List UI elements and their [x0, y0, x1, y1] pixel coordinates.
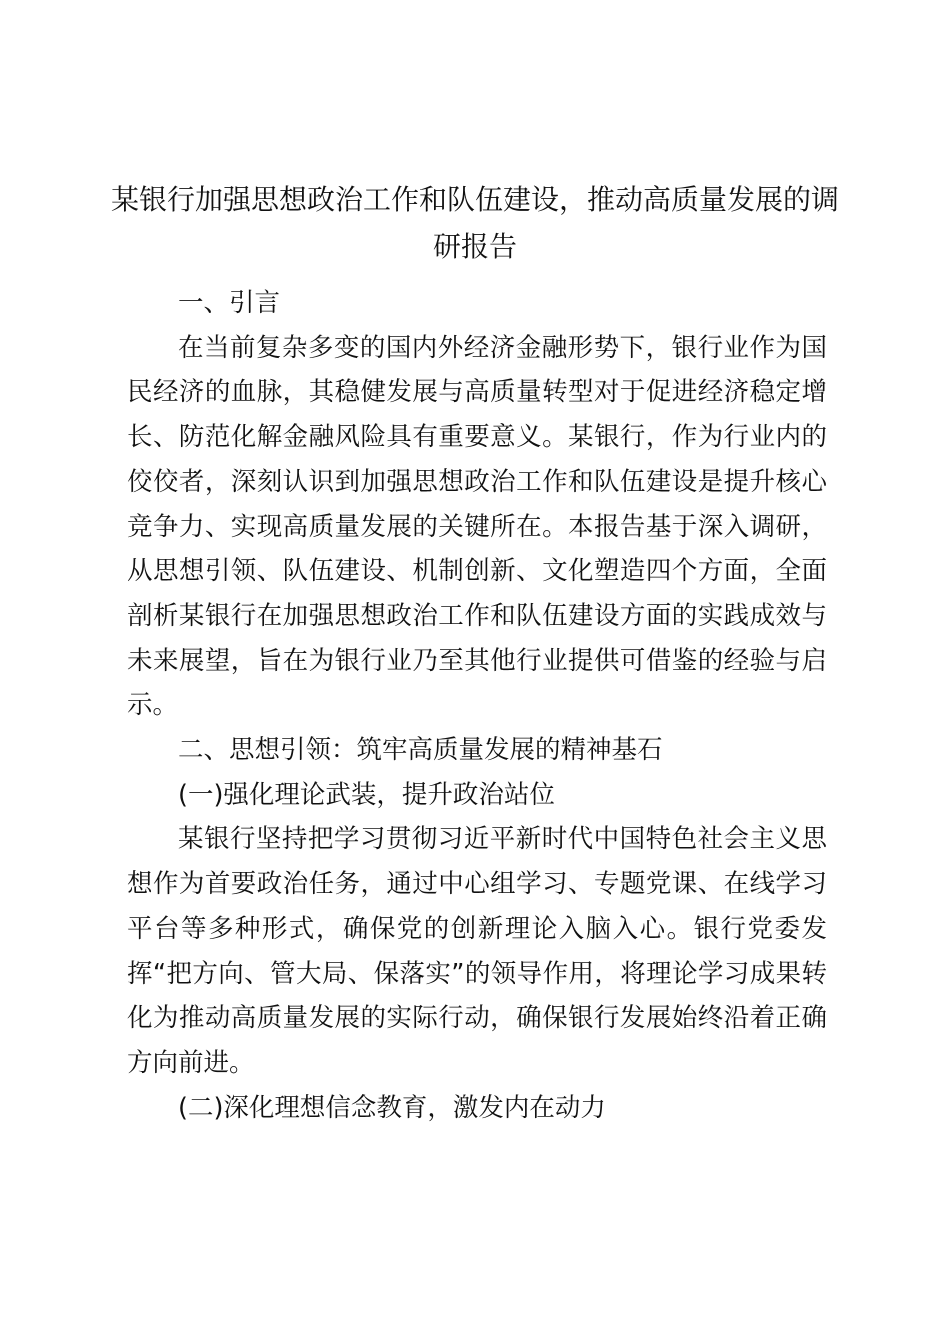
paragraph-introduction: 在当前复杂多变的国内外经济金融形势下，银行业作为国民经济的血脉，其稳健发展与高质量转型对于促进经济稳定增长、防范化解金融风险具有重要意义。某银行，作为行业内的佼佼者，深刻认识到加强思想政治工作和队伍建设是提升核心竞争力、实现高质量发展的关键所在。本报告基于深入调研，从思想引领、队伍建设、机制创新、文化塑造四个方面，全面剖析某银行在加强思想政治工作和队伍建设方面的实践成效与未来展望，旨在为银行业乃至其他行业提供可借鉴的经验与启示。	[127, 332, 827, 721]
subsection-heading-ideals: (二)深化理想信念教育，激发内在动力	[178, 1092, 606, 1123]
subsection-heading-theory: (一)强化理论武装，提升政治站位	[178, 779, 555, 810]
section-heading-introduction: 一、引言	[178, 288, 281, 318]
section-heading-ideological-guidance: 二、思想引领：筑牢高质量发展的精神基石	[178, 735, 663, 766]
document-title: 某银行加强思想政治工作和队伍建设，推动高质量发展的调研报告	[110, 183, 839, 263]
paragraph-theory: 某银行坚持把学习贯彻习近平新时代中国特色社会主义思想作为首要政治任务，通过中心组学习、专题党课、在线学习平台等多种形式，确保党的创新理论入脑入心。银行党委发挥“把方向、管大局、保落实”的领导作用，将理论学习成果转化为推动高质量发展的实际行动，确保银行发展始终沿着正确方向前进。	[127, 824, 827, 1078]
document-body	[127, 281, 827, 1130]
